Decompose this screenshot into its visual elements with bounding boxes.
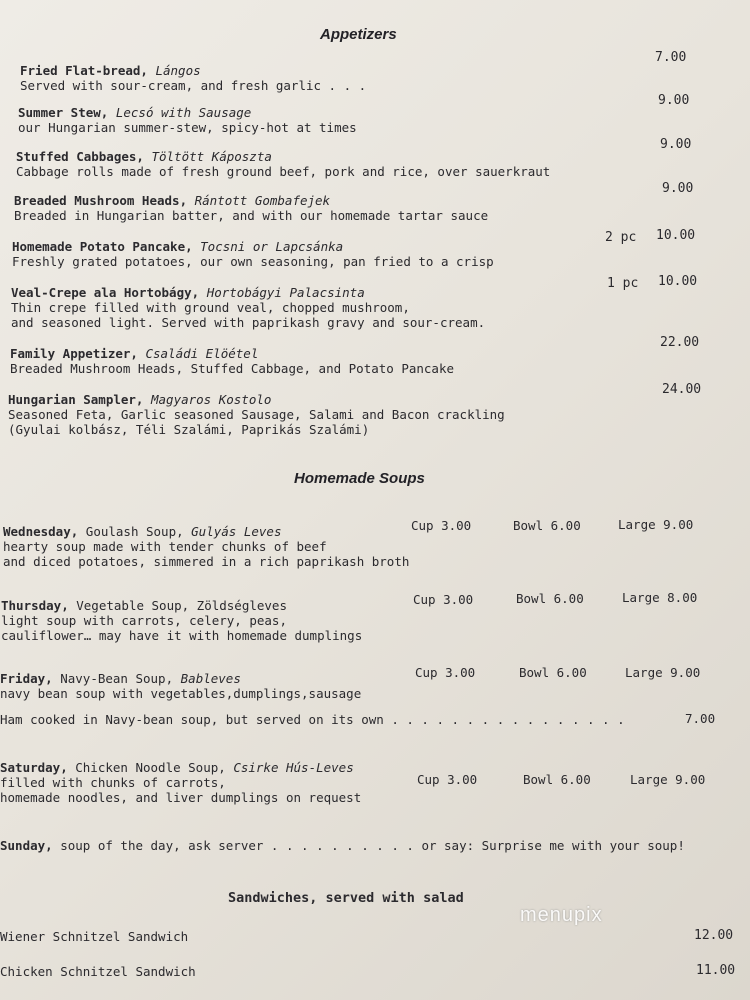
soup-item: Saturday, Chicken Noodle Soup, Csirke Hús-Leves filled with chunks of carrots, homemade noodles, and liver dumplings on request	[0, 760, 362, 805]
appetizer-item: Homemade Potato Pancake, Tocsni or Lapcsánka Freshly grated potatoes, our own seasoning, pan fried to a crisp	[12, 239, 494, 269]
appetizer-quantity: 1 pc	[607, 276, 639, 291]
appetizer-item: Family Appetizer, Családi Elöétel Breaded Mushroom Heads, Stuffed Cabbage, and Potato Pancake	[10, 346, 455, 376]
sandwiches-heading: Sandwiches, served with salad	[228, 890, 464, 906]
appetizer-price: 10.00	[658, 274, 698, 289]
soup-bowl-price: Bowl 6.00	[516, 591, 584, 606]
soup-item: Wednesday, Goulash Soup, Gulyás Leves hearty soup made with tender chunks of beef and diced potatoes, simmered in a rich paprikash broth	[3, 524, 410, 569]
appetizer-quantity: 2 pc	[605, 230, 637, 245]
appetizers-heading: Appetizers	[320, 26, 397, 43]
appetizer-price: 7.00	[655, 50, 687, 65]
soup-large-price: Large 9.00	[618, 517, 694, 532]
sandwich-item: Wiener Schnitzel Sandwich	[0, 929, 189, 944]
appetizer-price: 10.00	[656, 228, 696, 243]
appetizer-item: Stuffed Cabbages, Töltött Káposzta Cabbage rolls made of fresh ground beef, pork and rice, over sauerkraut	[16, 149, 551, 179]
sunday-line: Sunday, soup of the day, ask server . . . . . . . . . . or say: Surprise me with your soup!	[0, 838, 685, 853]
soup-cup-price: Cup 3.00	[411, 518, 472, 533]
appetizer-price: 9.00	[660, 137, 692, 152]
appetizer-price: 22.00	[660, 335, 700, 350]
appetizer-price: 9.00	[662, 181, 694, 196]
soup-item: Thursday, Vegetable Soup, Zöldségleves light soup with carrots, celery, peas, cauliflower… may have it with homemade dumplings	[1, 598, 363, 643]
soup-bowl-price: Bowl 6.00	[523, 772, 591, 787]
soup-item: Friday, Navy-Bean Soup, Bableves navy bean soup with vegetables,dumplings,sausage	[0, 671, 362, 701]
ham-price: 7.00	[685, 711, 716, 726]
appetizer-item: Fried Flat-bread, Lángos Served with sour-cream, and fresh garlic . . .	[20, 63, 367, 93]
appetizer-price: 9.00	[658, 93, 690, 108]
sandwich-item: Chicken Schnitzel Sandwich	[0, 964, 196, 979]
soup-cup-price: Cup 3.00	[413, 592, 474, 607]
soup-large-price: Large 8.00	[622, 590, 698, 605]
soup-cup-price: Cup 3.00	[417, 772, 478, 787]
appetizer-price: 24.00	[662, 382, 702, 397]
appetizer-item: Summer Stew, Lecsó with Sausage our Hungarian summer-stew, spicy-hot at times	[18, 105, 357, 135]
soup-large-price: Large 9.00	[630, 772, 706, 787]
soups-heading: Homemade Soups	[294, 470, 425, 487]
watermark-logo: menupix	[520, 904, 603, 926]
sandwich-price: 11.00	[696, 963, 736, 978]
appetizer-item: Breaded Mushroom Heads, Rántott Gombafejek Breaded in Hungarian batter, and with our homemade tartar sauce	[14, 193, 489, 223]
appetizer-item: Veal-Crepe ala Hortobágy, Hortobágyi Palacsinta Thin crepe filled with ground veal, chopped mushroom, and seasoned light. Served with paprikash gravy and sour-cream.	[11, 285, 486, 330]
sandwich-price: 12.00	[694, 928, 734, 943]
soup-bowl-price: Bowl 6.00	[519, 665, 587, 680]
soup-cup-price: Cup 3.00	[415, 665, 476, 680]
show-through-text	[225, 455, 229, 471]
appetizer-item: Hungarian Sampler, Magyaros Kostolo Seasoned Feta, Garlic seasoned Sausage, Salami and Bacon crackling (Gyulai kolbász, Téli Szalámi, Paprikás Szalámi)	[8, 392, 505, 437]
soup-large-price: Large 9.00	[625, 665, 701, 680]
soup-bowl-price: Bowl 6.00	[513, 518, 581, 533]
ham-line: Ham cooked in Navy-bean soup, but served on its own . . . . . . . . . . . . . . . .	[0, 712, 625, 727]
